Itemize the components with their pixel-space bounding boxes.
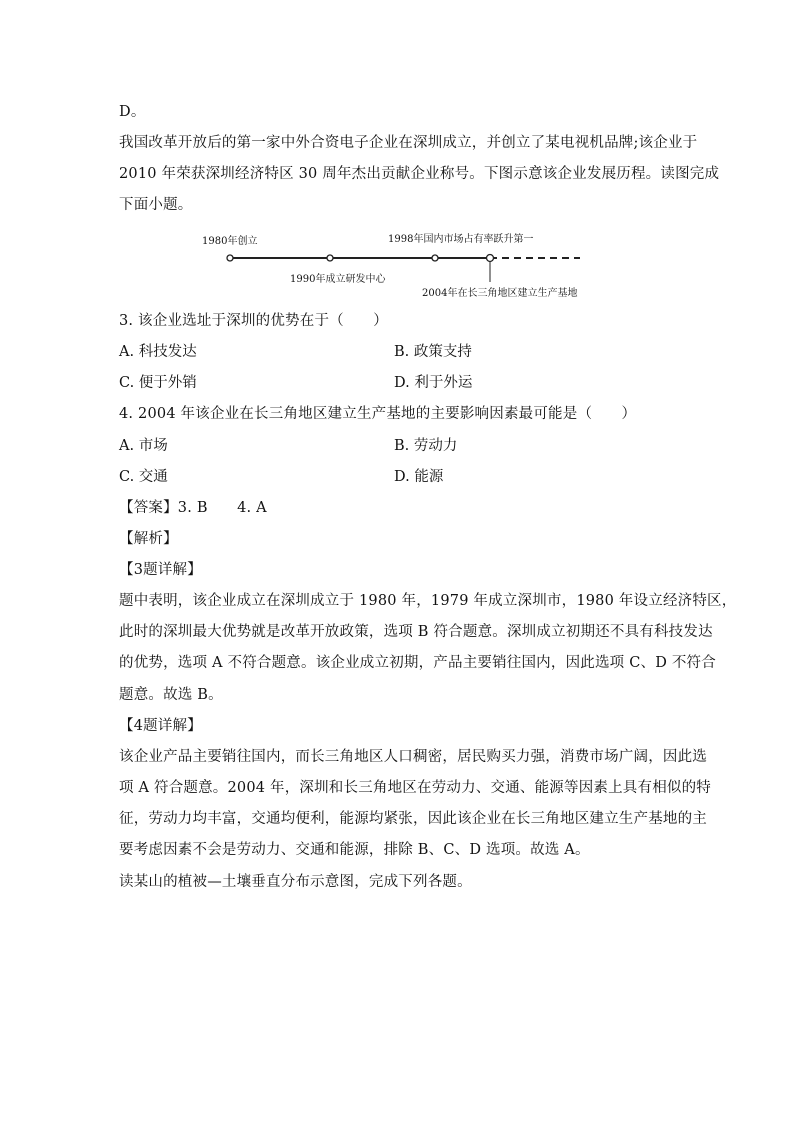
q4-stem: 4. 2004 年该企业在长三角地区建立生产基地的主要影响因素最可能是（ ） bbox=[119, 406, 637, 422]
analysis-heading: 【解析】 bbox=[119, 531, 178, 547]
q3-detail-line-1: 题中表明，该企业成立在深圳成立于 1980 年，1979 年成立深圳市，1980 年设立经济特区， bbox=[119, 593, 737, 609]
q3-detail-line-3: 的优势，选项 A 不符合题意。该企业成立初期，产品主要销往国内，因此选项 C、D 不符合 bbox=[119, 655, 716, 671]
intro-line-3: 下面小题。 bbox=[119, 197, 193, 213]
q3-option-b: B. 政策支持 bbox=[394, 344, 472, 360]
enterprise-timeline-diagram bbox=[170, 222, 600, 302]
q3-detail-line-4: 题意。故选 B。 bbox=[119, 687, 223, 703]
q3-detail-line-2: 此时的深圳最大优势就是改革开放政策，选项 B 符合题意。深圳成立初期还不具有科技发达 bbox=[119, 624, 713, 640]
q4-option-a: A. 市场 bbox=[119, 438, 168, 454]
timeline-point-1980 bbox=[227, 255, 233, 261]
q4-detail-heading: 【4题详解】 bbox=[119, 718, 202, 734]
q4-detail-line-4: 要考虑因素不会是劳动力、交通和能源，排除 B、C、D 选项。故选 A。 bbox=[119, 842, 590, 858]
q4-option-c: C. 交通 bbox=[119, 469, 168, 485]
label-2004: 2004年在长三角地区建立生产基地 bbox=[422, 288, 578, 299]
intro-line-2: 2010 年荣获深圳经济特区 30 周年杰出贡献企业称号。下图示意该企业发展历程。读图完成 bbox=[119, 166, 720, 182]
answer-line: 【答案】3. B 4. A bbox=[119, 500, 267, 516]
q3-option-d: D. 利于外运 bbox=[394, 375, 473, 391]
q3-stem: 3. 该企业选址于深圳的优势在于（ ） bbox=[119, 313, 388, 329]
q4-detail-line-1: 该企业产品主要销往国内，而长三角地区人口稠密，居民购买力强，消费市场广阔，因此选 bbox=[119, 749, 707, 765]
q4-option-b: B. 劳动力 bbox=[394, 438, 458, 454]
q4-detail-line-3: 征，劳动力均丰富，交通均便利，能源均紧张，因此该企业在长三角地区建立生产基地的主 bbox=[119, 811, 707, 827]
q3-detail-heading: 【3题详解】 bbox=[119, 562, 202, 578]
next-question-prompt: 读某山的植被—土壤垂直分布示意图，完成下列各题。 bbox=[119, 874, 472, 890]
previous-answer: D。 bbox=[119, 104, 146, 120]
timeline-point-1990 bbox=[327, 255, 333, 261]
label-1990: 1990年成立研发中心 bbox=[290, 274, 386, 285]
q4-option-d: D. 能源 bbox=[394, 469, 444, 485]
q3-option-c: C. 便于外销 bbox=[119, 375, 197, 391]
label-1998: 1998年国内市场占有率跃升第一 bbox=[388, 234, 534, 245]
q3-option-a: A. 科技发达 bbox=[119, 344, 197, 360]
label-1980: 1980年创立 bbox=[202, 236, 258, 247]
intro-line-1: 我国改革开放后的第一家中外合资电子企业在深圳成立，并创立了某电视机品牌;该企业于 bbox=[119, 135, 698, 151]
q4-detail-line-2: 项 A 符合题意。2004 年，深圳和长三角地区在劳动力、交通、能源等因素上具有相似的特 bbox=[119, 780, 711, 796]
timeline-point-2004 bbox=[487, 255, 494, 262]
timeline-point-1998 bbox=[432, 255, 438, 261]
